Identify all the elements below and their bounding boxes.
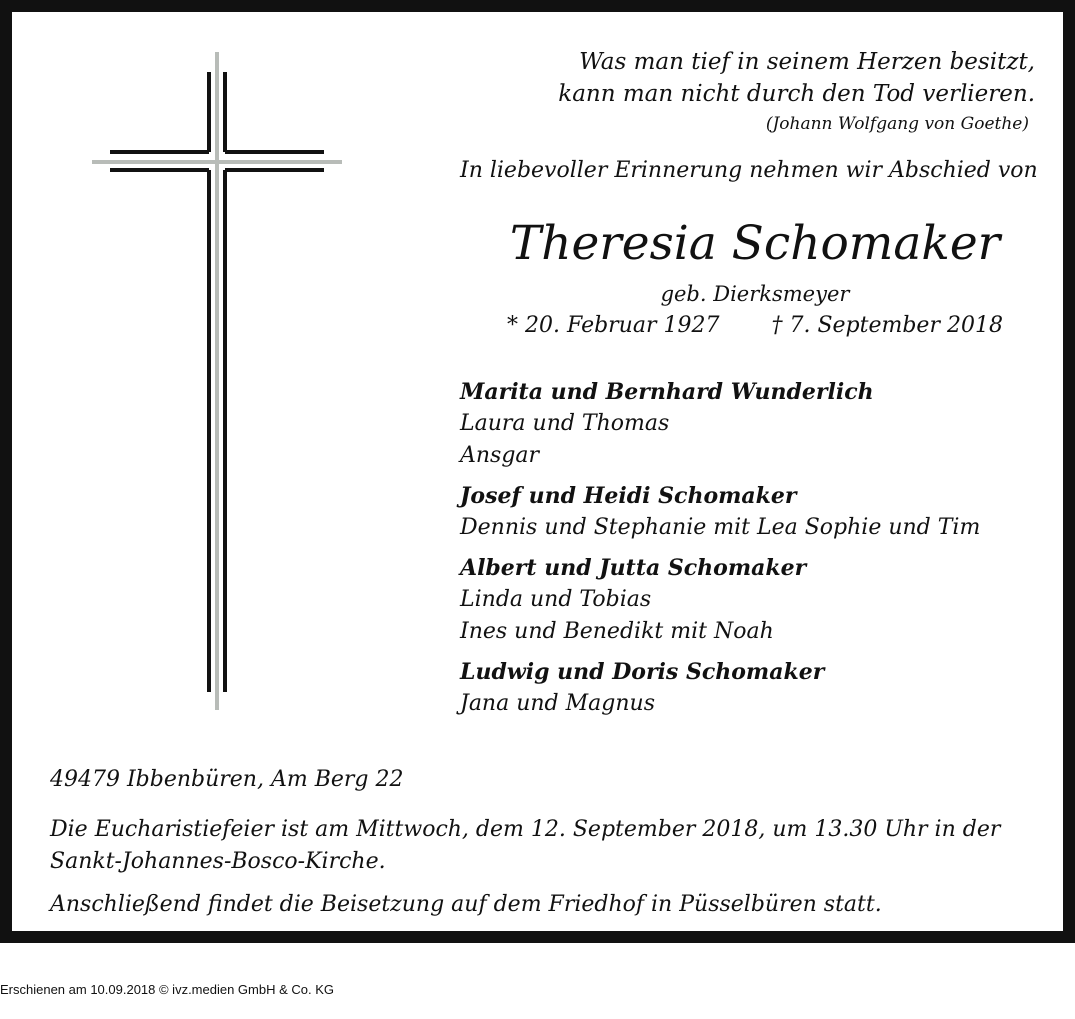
family-head: Josef und Heidi Schomaker — [460, 483, 797, 509]
family-group — [460, 480, 1060, 544]
cross-icon — [92, 52, 342, 712]
birth-date: * 20. Februar 1927 — [507, 313, 720, 338]
life-dates — [460, 313, 1050, 338]
family-member: Dennis und Stephanie mit Lea Sophie und Tim — [460, 515, 981, 540]
family-list — [460, 376, 1060, 728]
family-member: Jana und Magnus — [460, 691, 655, 716]
burial-info: Anschließend findet die Beisetzung auf dem Friedhof in Püsselbüren statt. — [50, 892, 882, 917]
service-info: Die Eucharistiefeier ist am Mittwoch, dem 12. September 2018, um 13.30 Uhr in der Sankt-Johannes-Bosco-Kirche. — [50, 817, 1001, 874]
address: 49479 Ibbenbüren, Am Berg 22 — [50, 767, 404, 792]
quote-line: Was man tief in seinem Herzen besitzt, — [579, 49, 1035, 75]
publication-footer: Erschienen am 10.09.2018 © ivz.medien GmbH & Co. KG — [0, 982, 335, 997]
family-member: Linda und Tobias — [460, 587, 652, 612]
family-member: Ansgar — [460, 443, 540, 468]
birth-name: geb. Dierksmeyer — [660, 282, 850, 306]
deceased-name: Theresia Schomaker — [509, 216, 1001, 271]
family-group — [460, 552, 1060, 648]
family-head: Albert und Jutta Schomaker — [460, 555, 807, 581]
intro-text: In liebevoller Erinnerung nehmen wir Abschied von — [460, 158, 1038, 183]
family-head: Marita und Bernhard Wunderlich — [460, 379, 874, 405]
family-head: Ludwig und Doris Schomaker — [460, 659, 825, 685]
death-date: † 7. September 2018 — [771, 313, 1003, 338]
family-member: Laura und Thomas — [460, 411, 670, 436]
quote — [558, 46, 1035, 110]
family-group — [460, 656, 1060, 720]
quote-author: (Johann Wolfgang von Goethe) — [765, 114, 1029, 134]
quote-line: kann man nicht durch den Tod verlieren. — [558, 81, 1035, 107]
family-member: Ines und Benedikt mit Noah — [460, 619, 774, 644]
family-group — [460, 376, 1060, 472]
